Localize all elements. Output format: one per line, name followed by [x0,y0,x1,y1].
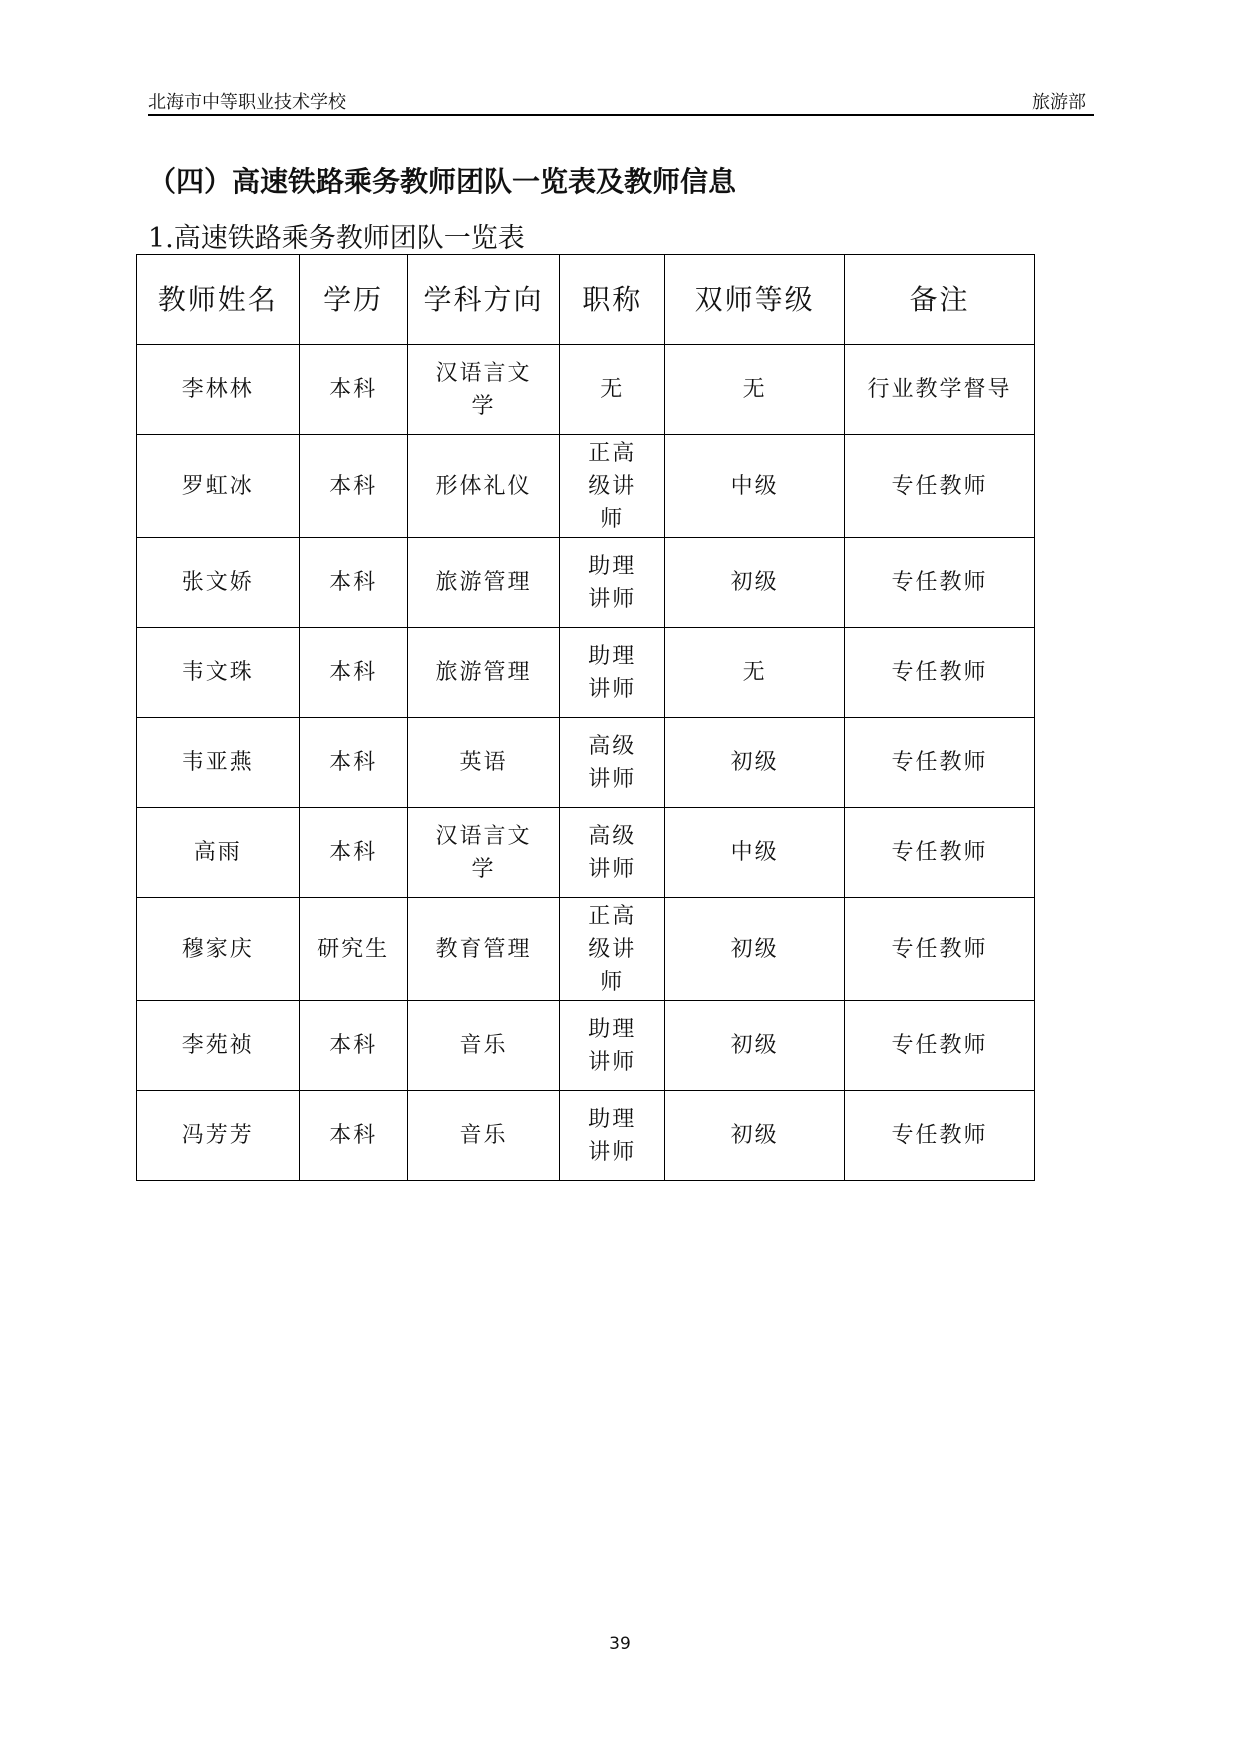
cell-subject: 教育管理 [407,898,560,1001]
table-row [137,345,1035,435]
cell-title-text: 助理讲师 [588,1016,637,1075]
table-row [137,1091,1035,1181]
cell-subject: 旅游管理 [407,538,560,628]
cell-subject-text: 汉语言文学 [435,823,532,882]
cell-remark: 行业教学督导 [845,345,1035,435]
header-remark: 备注 [845,255,1035,345]
cell-level: 中级 [665,808,845,898]
table-row [137,435,1035,538]
cell-name: 张文娇 [137,538,300,628]
cell-title [560,898,665,1001]
cell-level: 无 [665,628,845,718]
cell-remark: 专任教师 [845,628,1035,718]
cell-level: 无 [665,345,845,435]
header-education: 学历 [299,255,407,345]
table-row [137,718,1035,808]
cell-remark: 专任教师 [845,808,1035,898]
table-caption: 1.高速铁路乘务教师团队一览表 [148,223,525,254]
cell-subject: 旅游管理 [407,628,560,718]
cell-remark: 专任教师 [845,538,1035,628]
table-row [137,808,1035,898]
cell-title-text: 高级讲师 [588,733,637,792]
cell-name: 韦文珠 [137,628,300,718]
cell-title [560,1001,665,1091]
cell-title [560,718,665,808]
cell-remark: 专任教师 [845,718,1035,808]
cell-title [560,345,665,435]
cell-education: 本科 [299,628,407,718]
cell-subject: 音乐 [407,1091,560,1181]
teacher-team-table [136,254,1035,1181]
header-level: 双师等级 [665,255,845,345]
cell-subject [407,345,560,435]
cell-subject: 形体礼仪 [407,435,560,538]
cell-title [560,1091,665,1181]
cell-name: 高雨 [137,808,300,898]
page-number: 39 [609,1634,631,1654]
cell-title-text: 助理讲师 [588,1106,637,1165]
cell-name: 韦亚燕 [137,718,300,808]
cell-name: 罗虹冰 [137,435,300,538]
cell-subject-text: 汉语言文学 [435,360,532,419]
cell-education: 本科 [299,435,407,538]
cell-name: 李林林 [137,345,300,435]
cell-title-text: 无 [600,377,625,402]
header-title: 职称 [560,255,665,345]
page-header [148,88,1094,116]
cell-name: 李苑祯 [137,1001,300,1091]
cell-remark: 专任教师 [845,898,1035,1001]
cell-title-text: 高级讲师 [588,823,637,882]
section-title: （四）高速铁路乘务教师团队一览表及教师信息 [148,165,737,198]
cell-education: 本科 [299,1001,407,1091]
table-row [137,628,1035,718]
cell-education: 本科 [299,808,407,898]
cell-title [560,435,665,538]
cell-title [560,628,665,718]
cell-title-text: 正高级讲师 [588,903,637,995]
cell-remark: 专任教师 [845,1001,1035,1091]
cell-subject [407,808,560,898]
cell-education: 本科 [299,345,407,435]
cell-level: 初级 [665,718,845,808]
cell-education: 本科 [299,538,407,628]
cell-title [560,808,665,898]
table-row [137,538,1035,628]
cell-education: 本科 [299,1091,407,1181]
header-name: 教师姓名 [137,255,300,345]
cell-subject: 英语 [407,718,560,808]
cell-subject: 音乐 [407,1001,560,1091]
table-row [137,898,1035,1001]
department-name: 旅游部 [1032,92,1086,113]
table-row [137,1001,1035,1091]
cell-title-text: 助理讲师 [588,553,637,612]
cell-level: 中级 [665,435,845,538]
table-header-row [137,255,1035,345]
cell-name: 冯芳芳 [137,1091,300,1181]
cell-level: 初级 [665,1091,845,1181]
header-subject: 学科方向 [407,255,560,345]
school-name: 北海市中等职业技术学校 [148,92,346,113]
cell-level: 初级 [665,1001,845,1091]
cell-level: 初级 [665,538,845,628]
cell-title-text: 正高级讲师 [588,440,637,532]
cell-title-text: 助理讲师 [588,643,637,702]
cell-name: 穆家庆 [137,898,300,1001]
cell-education: 本科 [299,718,407,808]
cell-education: 研究生 [299,898,407,1001]
cell-remark: 专任教师 [845,435,1035,538]
cell-title [560,538,665,628]
cell-remark: 专任教师 [845,1091,1035,1181]
cell-level: 初级 [665,898,845,1001]
